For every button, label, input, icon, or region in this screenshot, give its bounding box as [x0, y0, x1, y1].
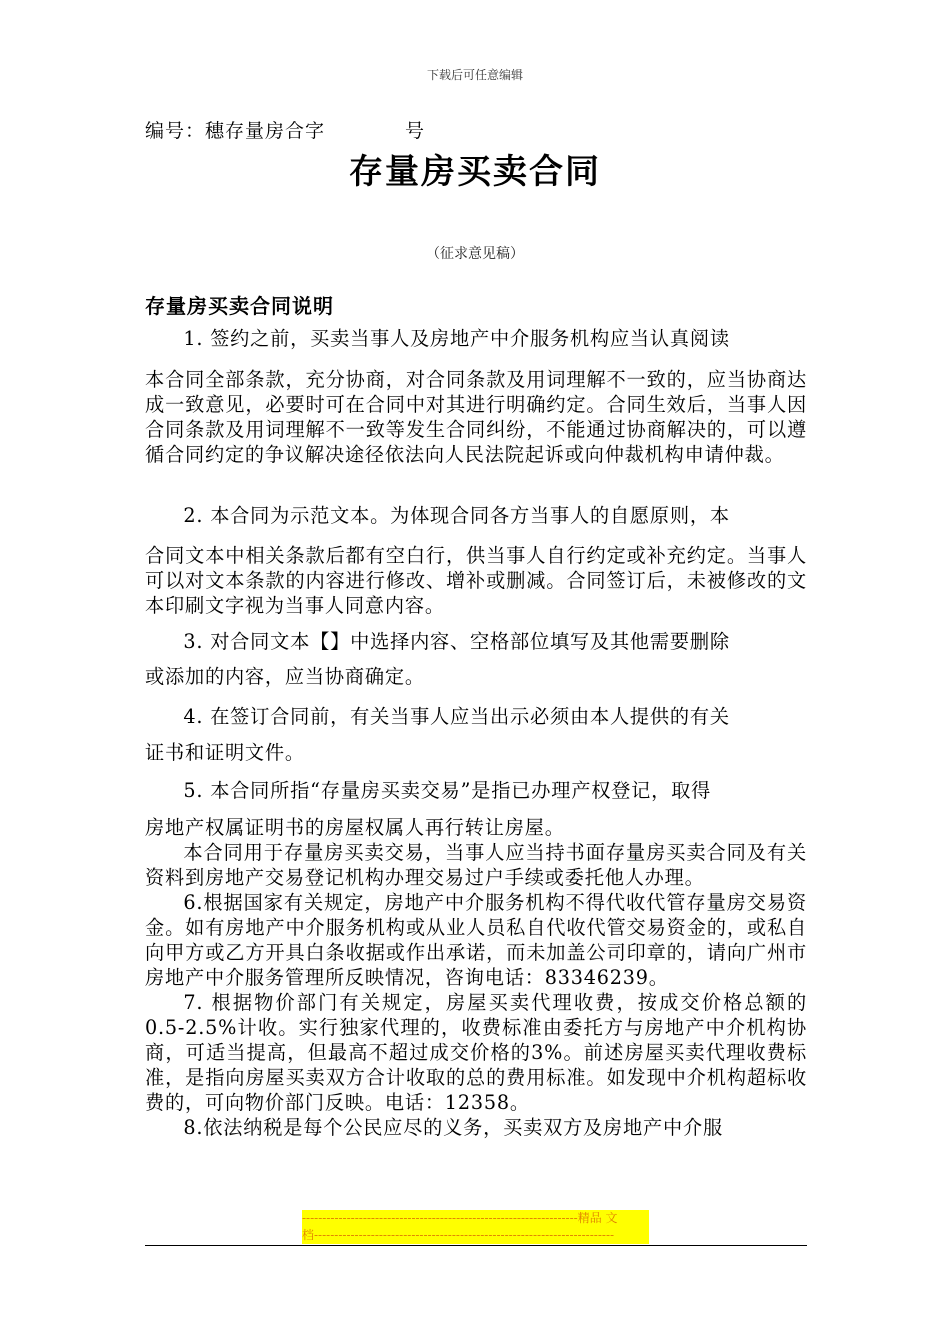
paragraph-7: 7. 根据物价部门有关规定，房屋买卖代理收费，按成交价格总额的0.5-2.5%计收。实行独家代理的，收费标准由委托方与房地产中介机构协商，可适当提高，但最高不超过成交价格的3%。前述房屋买卖代理收费标准，是指向房屋买卖双方合计收取的总的费用标准。如发现中介机构超标收费的，可向物价部门反映。电话：12358。 — [145, 991, 807, 1114]
document-subtitle: （征求意见稿） — [426, 246, 524, 262]
footer-divider — [145, 1245, 807, 1246]
paragraph-2-text: 合同文本中相关条款后都有空白行，供当事人自行约定或补充约定。当事人可以对文本条款的内容进行修改、增补或删减。合同签订后，未被修改的文本印刷文字视为当事人同意内容。 — [145, 544, 807, 617]
page-header-note: 下载后可任意编辑 — [426, 68, 523, 82]
paragraph-1-text: 本合同全部条款，充分协商，对合同条款及用词理解不一致的，应当协商达成一致意见，必要时可在合同中对其进行明确约定。合同生效后，当事人因合同条款及用词理解不一致等发生合同纠纷，不能通过协商解决的，可以遵循合同约定的争议解决途径依法向人民法院起诉或向仲裁机构申请仲裁。 — [145, 368, 807, 466]
paragraph-block-continued — [145, 840, 807, 1140]
paragraph-5-continued — [145, 815, 807, 840]
paragraph-3-continued — [145, 664, 807, 689]
paragraph-1-continued — [145, 367, 807, 467]
paragraph-5-first-line: 5. 本合同所指“存量房买卖交易”是指已办理产权登记，取得 — [183, 779, 712, 802]
paragraph-3 — [145, 629, 807, 654]
paragraph-4-continued — [145, 740, 807, 765]
document-number: 编号：穗存量房合字 号 — [145, 120, 426, 142]
paragraph-6: 6.根据国家有关规定，房地产中介服务机构不得代收代管存量房交易资金。如有房地产中介服务机构或从业人员私自代收代管交易资金的，或私自向甲方或乙方开具白条收据或作出承诺，而未加盖公司印章的，请向广州市房地产中介服务管理所反映情况，咨询电话：83346239。 — [145, 891, 807, 989]
paragraph-4 — [145, 704, 807, 729]
paragraph-2 — [145, 503, 807, 528]
paragraph-8: 8.依法纳税是每个公民应尽的义务，买卖双方及房地产中介服 — [183, 1116, 723, 1139]
footer-watermark-line-1: --------------------------------------------------------------------精品 文 — [302, 1210, 649, 1227]
paragraph-3-first-line: 3. 对合同文本【】中选择内容、空格部位填写及其他需要删除 — [183, 630, 730, 653]
paragraph-4-text: 证书和证明文件。 — [145, 741, 305, 764]
paragraph-5-text: 房地产权属证明书的房屋权属人再行转让房屋。 — [145, 816, 565, 839]
paragraph-4-first-line: 4. 在签订合同前，有关当事人应当出示必须由本人提供的有关 — [183, 705, 730, 728]
section-title: 存量房买卖合同说明 — [145, 294, 334, 318]
paragraph-2-first-line: 2. 本合同为示范文本。为体现合同各方当事人的自愿原则，本 — [183, 504, 730, 527]
footer-watermark-line-2: 档-------------------------------------------------------------------------- — [302, 1227, 649, 1244]
paragraph-2-continued — [145, 543, 807, 618]
paragraph-1 — [145, 326, 807, 351]
paragraph-1-first-line: 1. 签约之前，买卖当事人及房地产中介服务机构应当认真阅读 — [183, 327, 730, 350]
document-title: 存量房买卖合同 — [349, 152, 601, 192]
paragraph-3-text: 或添加的内容，应当协商确定。 — [145, 665, 425, 688]
paragraph-5b: 本合同用于存量房买卖交易，当事人应当持书面存量房买卖合同及有关资料到房地产交易登记机构办理交易过户手续或委托他人办理。 — [145, 841, 807, 889]
paragraph-5 — [145, 778, 807, 803]
